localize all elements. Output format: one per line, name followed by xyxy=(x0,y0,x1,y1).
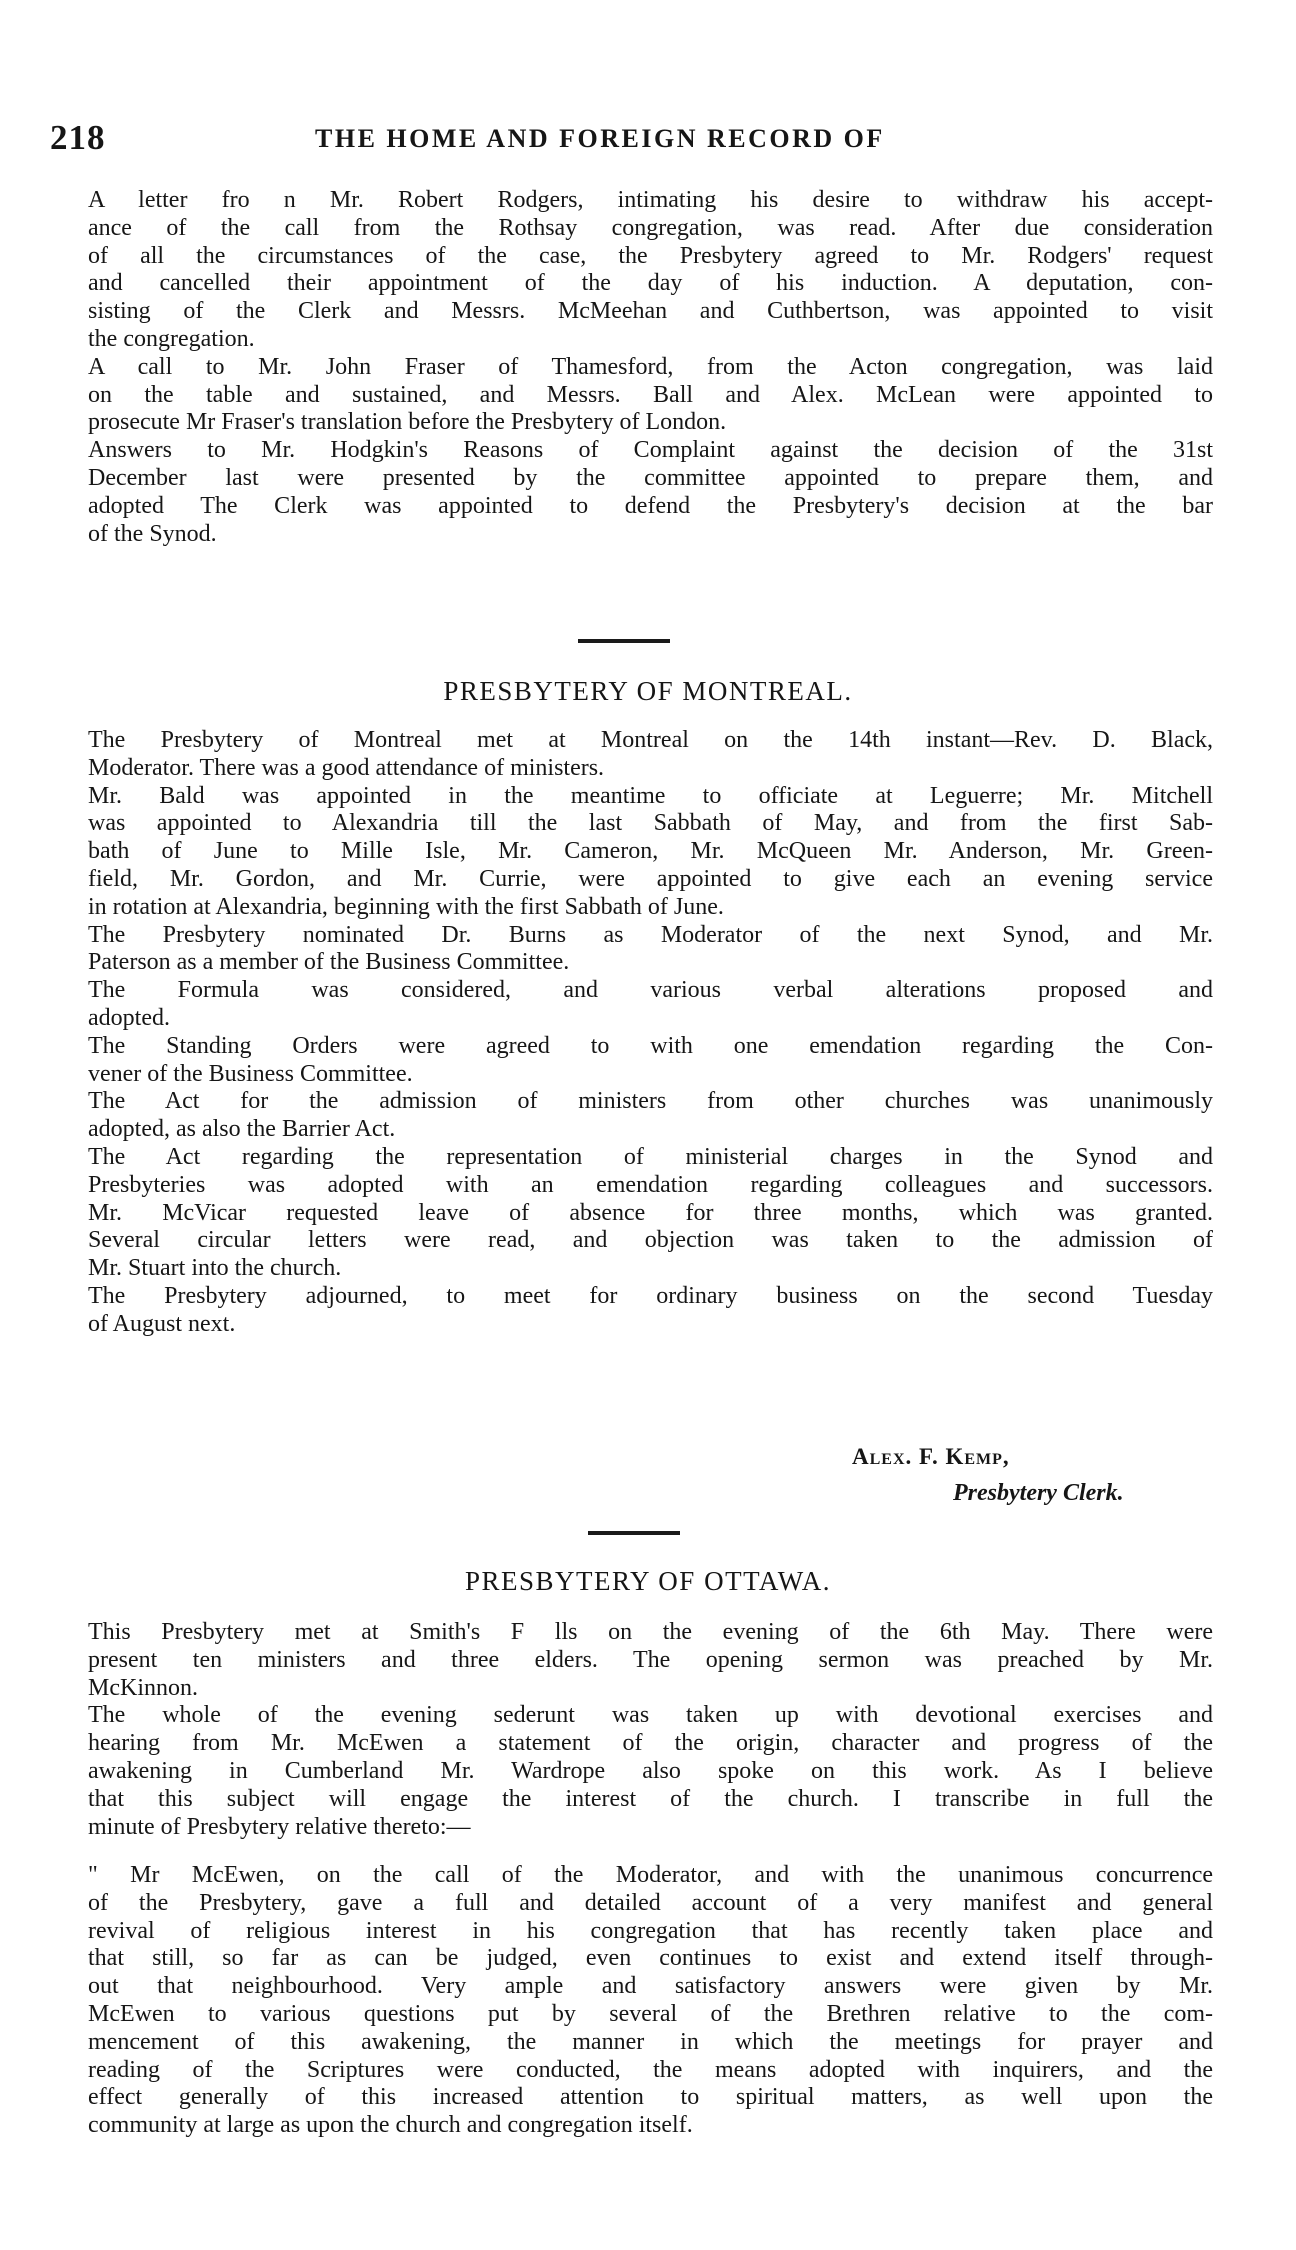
paragraph-line: hearing from Mr. McEwen a statement of the origin, character and progress of the xyxy=(88,1730,1213,1757)
paragraph-line: and cancelled their appointment of the day of his induction. A deputation, con- xyxy=(88,270,1213,297)
quote-line: community at large as upon the church and congregation itself. xyxy=(88,2112,693,2139)
section-title-ottawa: PRESBYTERY OF OTTAWA. xyxy=(465,1566,831,1596)
paragraph-line: on the table and sustained, and Messrs. Ball and Alex. McLean were appointed to xyxy=(88,381,1213,408)
section-title-montreal: PRESBYTERY OF MONTREAL. xyxy=(443,676,853,706)
paragraph-line: the congregation. xyxy=(88,325,255,352)
paragraph-line: was appointed to Alexandria till the last Sabbath of May, and from the first Sab- xyxy=(88,810,1213,837)
paragraph-line: The Act for the admission of ministers from other churches was unanimously xyxy=(88,1088,1213,1115)
quote-line: reading of the Scriptures were conducted, the means adopted with inquirers, and the xyxy=(88,2056,1213,2083)
paragraph-line: The whole of the evening sederunt was taken up with devotional exercises and xyxy=(88,1702,1213,1729)
paragraph-line: field, Mr. Gordon, and Mr. Currie, were appointed to give each an evening service xyxy=(88,865,1213,892)
paragraph-line: in rotation at Alexandria, beginning with the first Sabbath of June. xyxy=(88,893,724,920)
paragraph-line: present ten ministers and three elders. The opening sermon was preached by Mr. xyxy=(88,1646,1213,1673)
paragraph-line: prosecute Mr Fraser's translation before the Presbytery of London. xyxy=(88,409,727,436)
page-header xyxy=(50,118,1225,158)
quote-line: mencement of this awakening, the manner in which the meetings for prayer and xyxy=(88,2028,1213,2055)
paragraph-line: Mr. Stuart into the church. xyxy=(88,1255,342,1282)
paragraph-line: Answers to Mr. Hodgkin's Reasons of Complaint against the decision of the 31st xyxy=(88,437,1213,464)
paragraph-line: The Presbytery of Montreal met at Montreal on the 14th instant—Rev. D. Black, xyxy=(88,727,1213,753)
paragraph-line: December last were presented by the committee appointed to prepare them, and xyxy=(88,464,1213,491)
paragraph-line: Mr. Bald was appointed in the meantime to officiate at Leguerre; Mr. Mitchell xyxy=(88,782,1213,809)
paragraph-line: The Presbytery adjourned, to meet for ordinary business on the second Tuesday xyxy=(88,1282,1213,1309)
quote-line: of the Presbytery, gave a full and detailed account of a very manifest and general xyxy=(88,1889,1213,1916)
paragraph-line: The Formula was considered, and various verbal alterations proposed and xyxy=(88,977,1213,1004)
paragraph-line: of August next. xyxy=(88,1310,236,1337)
paragraph-line: This Presbytery met at Smith's F lls on the evening of the 6th May. There were xyxy=(88,1619,1213,1645)
paragraph-line: Presbyteries was adopted with an emendation regarding colleagues and successors. xyxy=(88,1171,1213,1198)
paragraph-line: adopted The Clerk was appointed to defend the Presbytery's decision at the bar xyxy=(88,492,1213,519)
paragraph-line: Paterson as a member of the Business Committee. xyxy=(88,949,570,976)
paragraph-line: awakening in Cumberland Mr. Wardrope also spoke on this work. As I believe xyxy=(88,1757,1213,1784)
paragraph-line: of all the circumstances of the case, the Presbytery agreed to Mr. Rodgers' request xyxy=(88,242,1213,269)
section-divider xyxy=(588,1531,680,1535)
quote-line: that still, so far as can be judged, even continues to exist and extend itself through- xyxy=(88,1945,1213,1972)
paragraph-line: sisting of the Clerk and Messrs. McMeehan and Cuthbertson, was appointed to visit xyxy=(88,298,1213,325)
paragraph-line: vener of the Business Committee. xyxy=(88,1060,413,1087)
continuation-paragraphs xyxy=(88,187,1213,548)
paragraph-line: A call to Mr. John Fraser of Thamesford, from the Acton congregation, was laid xyxy=(88,353,1213,380)
paragraph-line: that this subject will engage the interest of the church. I transcribe in full the xyxy=(88,1785,1213,1812)
paragraph-line: of the Synod. xyxy=(88,520,217,547)
paragraph-line: bath of June to Mille Isle, Mr. Cameron, Mr. McQueen Mr. Anderson, Mr. Green- xyxy=(88,838,1213,865)
running-head: THE HOME AND FOREIGN RECORD OF xyxy=(315,124,885,153)
quote-line: " Mr McEwen, on the call of the Moderator, and with the unanimous concurrence xyxy=(88,1862,1213,1888)
ottawa-minutes xyxy=(88,1619,1213,1841)
section-divider xyxy=(578,639,670,643)
paragraph-line: minute of Presbytery relative thereto:— xyxy=(88,1813,471,1840)
paragraph-line: ance of the call from the Rothsay congregation, was read. After due consideration xyxy=(88,214,1213,241)
paragraph-line: Several circular letters were read, and objection was taken to the admission of xyxy=(88,1227,1213,1254)
paragraph-line: Moderator. There was a good attendance of ministers. xyxy=(88,754,605,781)
quote-line: effect generally of this increased attention to spiritual matters, as well upon the xyxy=(88,2084,1213,2111)
signature-name: Alex. F. Kemp, xyxy=(852,1444,1010,1469)
quote-line: McEwen to various questions put by several of the Brethren relative to the com- xyxy=(88,2000,1213,2027)
paragraph-line: Mr. McVicar requested leave of absence for three months, which was granted. xyxy=(88,1199,1213,1226)
paragraph-line: The Act regarding the representation of ministerial charges in the Synod and xyxy=(88,1143,1213,1170)
paragraph-line: The Standing Orders were agreed to with one emendation regarding the Con- xyxy=(88,1032,1213,1059)
montreal-minutes xyxy=(88,727,1213,1339)
signature-title: Presbytery Clerk. xyxy=(953,1480,1124,1506)
paragraph-line: adopted. xyxy=(88,1004,170,1031)
paragraph-line: A letter fro n Mr. Robert Rodgers, intimating his desire to withdraw his accept- xyxy=(88,187,1213,213)
quote-line: revival of religious interest in his congregation that has recently taken place and xyxy=(88,1917,1213,1944)
paragraph-line: McKinnon. xyxy=(88,1674,198,1701)
paragraph-line: adopted, as also the Barrier Act. xyxy=(88,1116,396,1143)
ottawa-quoted-minute xyxy=(88,1862,1213,2140)
paragraph-line: The Presbytery nominated Dr. Burns as Moderator of the next Synod, and Mr. xyxy=(88,921,1213,948)
page-number: 218 xyxy=(50,118,106,157)
quote-line: out that neighbourhood. Very ample and satisfactory answers were given by Mr. xyxy=(88,1973,1213,2000)
